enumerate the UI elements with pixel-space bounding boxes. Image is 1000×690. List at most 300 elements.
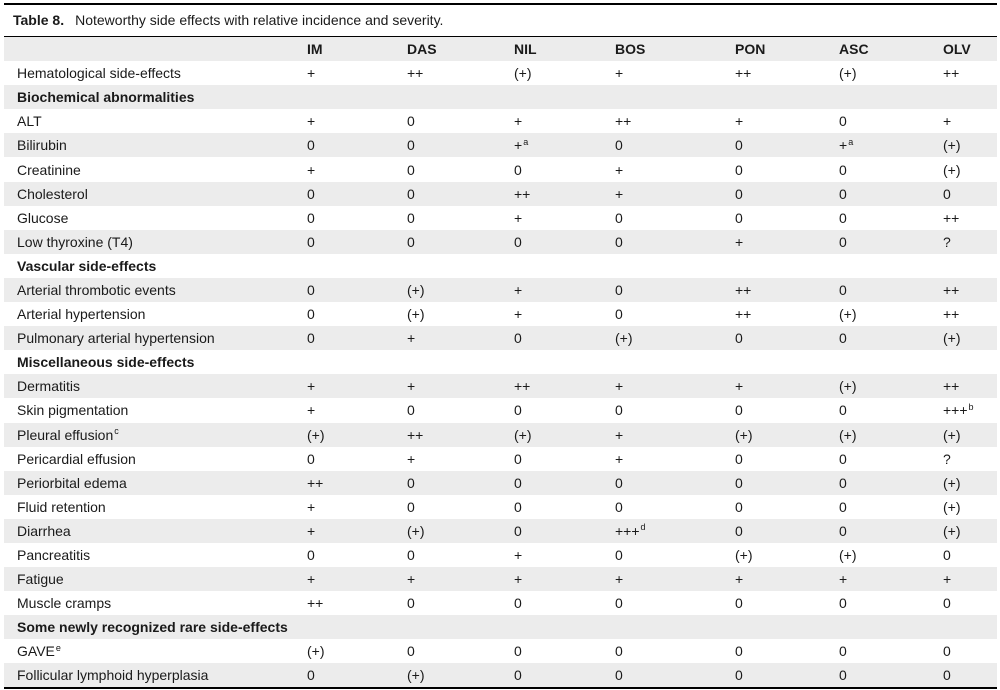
table-row (4, 206, 997, 230)
cell-value: 0 (307, 330, 315, 347)
cell-value: + (307, 378, 316, 395)
cell-value: 0 (307, 306, 315, 323)
value-cell (839, 423, 943, 447)
cell-value: 0 (839, 643, 847, 660)
cell-value: + (615, 426, 624, 443)
cell-value: 0 (735, 209, 743, 226)
cell-value: 0 (943, 595, 951, 612)
value-cell (839, 639, 943, 663)
value-cell (615, 471, 735, 495)
value-cell (615, 157, 735, 181)
value-cell (839, 398, 943, 422)
value-cell (735, 109, 839, 133)
table-row (4, 495, 997, 519)
value-cell (407, 398, 514, 422)
value-cell (407, 374, 514, 398)
value-cell (943, 567, 997, 591)
value-cell (839, 326, 943, 350)
value-cell (839, 471, 943, 495)
cell-value: (+) (615, 330, 633, 347)
cell-value: 0 (307, 137, 315, 154)
row-label-cell (4, 182, 307, 206)
cell-value: 0 (839, 595, 847, 612)
value-cell (307, 495, 407, 519)
cell-value: 0 (514, 474, 522, 491)
footnote-marker: d (640, 522, 646, 533)
cell-value: 0 (514, 667, 522, 684)
value-cell (839, 61, 943, 85)
column-header: ASC (839, 37, 943, 61)
cell-value: 0 (735, 185, 743, 202)
cell-value: 0 (943, 667, 951, 684)
cell-value: 0 (514, 643, 522, 660)
cell-value: 0 (839, 498, 847, 515)
row-label: Pancreatitis (17, 547, 91, 564)
value-cell (407, 543, 514, 567)
value-cell (943, 639, 997, 663)
section-title: Miscellaneous side-effects (17, 354, 195, 371)
table-row (4, 230, 997, 254)
cell-value: (+) (943, 330, 961, 347)
value-cell (839, 278, 943, 302)
cell-value: 0 (307, 185, 315, 202)
row-label: Arterial hypertension (17, 306, 146, 323)
value-cell (407, 278, 514, 302)
value-cell (735, 230, 839, 254)
value-cell (307, 398, 407, 422)
value-cell (735, 157, 839, 181)
row-label: Diarrhea (17, 522, 71, 539)
value-cell (735, 133, 839, 157)
value-cell (514, 278, 615, 302)
cell-value: 0 (407, 233, 415, 250)
value-cell (615, 133, 735, 157)
cell-value: 0 (735, 161, 743, 178)
cell-value: (+) (735, 426, 753, 443)
section-title: Biochemical abnormalities (4, 85, 997, 109)
value-cell (307, 639, 407, 663)
cell-value: + (307, 402, 316, 419)
cell-value: 0 (839, 185, 847, 202)
value-cell (307, 302, 407, 326)
row-label-cell (4, 519, 307, 543)
value-cell (615, 109, 735, 133)
row-label: Dermatitis (17, 378, 81, 395)
row-label-cell (4, 157, 307, 181)
cell-value: +++ (615, 522, 640, 539)
table-row (4, 543, 997, 567)
cell-value: ++ (943, 209, 960, 226)
column-header: OLV (943, 37, 997, 61)
value-cell (407, 663, 514, 687)
value-cell (943, 61, 997, 85)
cell-value: ++ (735, 281, 752, 298)
cell-value: 0 (735, 330, 743, 347)
cell-value: + (307, 113, 316, 130)
value-cell (735, 182, 839, 206)
cell-value: ++ (943, 65, 960, 82)
section-title: Some newly recognized rare side-effects (4, 615, 997, 639)
table-row (4, 663, 997, 687)
cell-value: 0 (943, 185, 951, 202)
cell-value: (+) (514, 426, 532, 443)
value-cell (307, 423, 407, 447)
value-cell (839, 109, 943, 133)
value-cell (943, 423, 997, 447)
value-cell (407, 157, 514, 181)
cell-value: ++ (307, 595, 324, 612)
value-cell (407, 471, 514, 495)
row-label-cell (4, 495, 307, 519)
value-cell (307, 591, 407, 615)
cell-value: 0 (307, 209, 315, 226)
side-effects-table (4, 37, 997, 688)
cell-value: 0 (735, 643, 743, 660)
table-row (4, 447, 997, 471)
value-cell (943, 230, 997, 254)
value-cell (943, 278, 997, 302)
cell-value: 0 (615, 547, 623, 564)
value-cell (407, 567, 514, 591)
cell-value: + (514, 571, 523, 588)
value-cell (407, 326, 514, 350)
row-label-cell (4, 61, 307, 85)
cell-value: 0 (307, 547, 315, 564)
cell-value: (+) (839, 426, 857, 443)
value-cell (407, 230, 514, 254)
cell-value: + (407, 330, 416, 347)
column-header: BOS (615, 37, 735, 61)
table-row (4, 519, 997, 543)
cell-value: ++ (514, 185, 531, 202)
row-label: GAVE (17, 643, 55, 660)
cell-value: 0 (514, 450, 522, 467)
value-cell (514, 230, 615, 254)
value-cell (735, 639, 839, 663)
row-label: Fatigue (17, 571, 64, 588)
value-cell (615, 663, 735, 687)
table-row (4, 157, 997, 181)
table-row (4, 639, 997, 663)
value-cell (735, 278, 839, 302)
cell-value: 0 (839, 522, 847, 539)
cell-value: + (615, 185, 624, 202)
cell-value: + (514, 281, 523, 298)
value-cell (943, 591, 997, 615)
value-cell (407, 639, 514, 663)
value-cell (735, 423, 839, 447)
value-cell (407, 423, 514, 447)
cell-value: 0 (615, 595, 623, 612)
footnote-marker: a (848, 136, 854, 147)
value-cell (615, 182, 735, 206)
cell-value: 0 (615, 667, 623, 684)
value-cell (307, 182, 407, 206)
cell-value: + (615, 65, 624, 82)
cell-value: 0 (407, 137, 415, 154)
table-row (4, 182, 997, 206)
table-number: Table 8. (13, 12, 65, 28)
row-label-cell (4, 374, 307, 398)
cell-value: + (307, 522, 316, 539)
value-cell (615, 519, 735, 543)
row-label: Pericardial effusion (17, 450, 136, 467)
cell-value: ++ (615, 113, 632, 130)
value-cell (514, 157, 615, 181)
value-cell (514, 182, 615, 206)
value-cell (514, 206, 615, 230)
cell-value: 0 (839, 233, 847, 250)
value-cell (735, 447, 839, 471)
row-label-cell (4, 591, 307, 615)
value-cell (735, 567, 839, 591)
value-cell (735, 326, 839, 350)
table-row (4, 471, 997, 495)
value-cell (407, 61, 514, 85)
row-label-cell (4, 206, 307, 230)
table-bottom-rule (4, 687, 997, 689)
cell-value: 0 (615, 643, 623, 660)
value-cell (514, 302, 615, 326)
cell-value: + (735, 571, 744, 588)
row-label: Low thyroxine (T4) (17, 233, 133, 250)
cell-value: ++ (735, 306, 752, 323)
cell-value: + (943, 571, 952, 588)
cell-value: 0 (514, 595, 522, 612)
value-cell (943, 398, 997, 422)
value-cell (735, 471, 839, 495)
value-cell (407, 447, 514, 471)
value-cell (615, 326, 735, 350)
value-cell (307, 109, 407, 133)
value-cell (615, 398, 735, 422)
cell-value: 0 (735, 667, 743, 684)
cell-value: ++ (407, 65, 424, 82)
section-header-row (4, 615, 997, 639)
cell-value: + (615, 161, 624, 178)
row-label-cell (4, 543, 307, 567)
value-cell (307, 519, 407, 543)
table-row (4, 398, 997, 422)
value-cell (514, 109, 615, 133)
footnote-marker: c (114, 425, 119, 436)
cell-value: ++ (307, 474, 324, 491)
cell-value: 0 (514, 402, 522, 419)
value-cell (839, 230, 943, 254)
cell-value: (+) (407, 306, 425, 323)
value-cell (615, 206, 735, 230)
value-cell (307, 278, 407, 302)
row-label: Skin pigmentation (17, 402, 129, 419)
value-cell (735, 302, 839, 326)
row-label: Glucose (17, 209, 69, 226)
value-cell (307, 61, 407, 85)
cell-value: + (943, 113, 952, 130)
row-label: Fluid retention (17, 498, 106, 515)
value-cell (839, 519, 943, 543)
cell-value: (+) (407, 281, 425, 298)
header-row (4, 37, 997, 61)
footnote-marker: e (55, 642, 61, 653)
table-row (4, 374, 997, 398)
cell-value: 0 (735, 498, 743, 515)
cell-value: (+) (943, 522, 961, 539)
column-header: DAS (407, 37, 514, 61)
row-label: Muscle cramps (17, 595, 112, 612)
table-title: Noteworthy side effects with relative incidence and severity. (75, 12, 444, 28)
value-cell (407, 133, 514, 157)
cell-value: 0 (615, 306, 623, 323)
cell-value: 0 (839, 667, 847, 684)
value-cell (514, 591, 615, 615)
value-cell (407, 182, 514, 206)
value-cell (615, 543, 735, 567)
table-row (4, 302, 997, 326)
cell-value: + (407, 571, 416, 588)
table-body (4, 61, 997, 687)
value-cell (407, 591, 514, 615)
value-cell (307, 230, 407, 254)
cell-value: 0 (407, 474, 415, 491)
cell-value: ++ (514, 378, 531, 395)
cell-value: 0 (407, 402, 415, 419)
value-cell (839, 663, 943, 687)
table-row (4, 326, 997, 350)
cell-value: (+) (943, 474, 961, 491)
cell-value: 0 (514, 498, 522, 515)
value-cell (839, 157, 943, 181)
value-cell (307, 543, 407, 567)
table-row (4, 109, 997, 133)
row-label-cell (4, 423, 307, 447)
section-header-row (4, 254, 997, 278)
row-label: Follicular lymphoid hyperplasia (17, 667, 209, 684)
cell-value: 0 (735, 137, 743, 154)
value-cell (615, 639, 735, 663)
value-cell (943, 543, 997, 567)
value-cell (615, 567, 735, 591)
value-cell (514, 326, 615, 350)
cell-value: 0 (514, 233, 522, 250)
value-cell (735, 519, 839, 543)
cell-value: 0 (615, 281, 623, 298)
cell-value: + (514, 209, 523, 226)
value-cell (615, 278, 735, 302)
value-cell (514, 639, 615, 663)
cell-value: 0 (407, 498, 415, 515)
row-label-cell (4, 109, 307, 133)
row-label-cell (4, 302, 307, 326)
value-cell (514, 519, 615, 543)
value-cell (514, 61, 615, 85)
row-label-cell (4, 663, 307, 687)
cell-value: ? (943, 450, 951, 467)
value-cell (943, 495, 997, 519)
cell-value: 0 (615, 498, 623, 515)
value-cell (735, 206, 839, 230)
cell-value: (+) (943, 426, 961, 443)
value-cell (514, 495, 615, 519)
cell-value: 0 (735, 474, 743, 491)
cell-value: 0 (839, 450, 847, 467)
cell-value: 0 (943, 547, 951, 564)
row-label-cell (4, 447, 307, 471)
header-blank (4, 37, 307, 61)
value-cell (943, 663, 997, 687)
cell-value: 0 (407, 185, 415, 202)
cell-value: ++ (735, 65, 752, 82)
cell-value: 0 (407, 643, 415, 660)
cell-value: 0 (615, 137, 623, 154)
value-cell (307, 133, 407, 157)
cell-value: (+) (943, 137, 961, 154)
cell-value: 0 (735, 522, 743, 539)
value-cell (307, 157, 407, 181)
value-cell (839, 447, 943, 471)
cell-value: + (307, 161, 316, 178)
value-cell (943, 374, 997, 398)
cell-value: (+) (943, 498, 961, 515)
table-row (4, 567, 997, 591)
cell-value: 0 (514, 330, 522, 347)
cell-value: 0 (839, 113, 847, 130)
cell-value: +++ (943, 402, 968, 419)
cell-value: (+) (307, 426, 325, 443)
value-cell (307, 663, 407, 687)
row-label-cell (4, 471, 307, 495)
cell-value: 0 (615, 474, 623, 491)
cell-value: 0 (839, 209, 847, 226)
cell-value: 0 (307, 281, 315, 298)
row-label: Pulmonary arterial hypertension (17, 330, 215, 347)
value-cell (514, 423, 615, 447)
cell-value: (+) (839, 378, 857, 395)
value-cell (407, 302, 514, 326)
cell-value: (+) (839, 547, 857, 564)
value-cell (943, 157, 997, 181)
value-cell (735, 543, 839, 567)
value-cell (839, 495, 943, 519)
table-row (4, 133, 997, 157)
cell-value: + (615, 378, 624, 395)
cell-value: + (514, 137, 523, 154)
value-cell (307, 374, 407, 398)
value-cell (943, 133, 997, 157)
row-label: ALT (17, 113, 42, 130)
footnote-marker: a (523, 136, 529, 147)
row-label-cell (4, 567, 307, 591)
row-label: Hematological side-effects (17, 65, 181, 82)
cell-value: 0 (407, 161, 415, 178)
table-row (4, 278, 997, 302)
cell-value: + (307, 571, 316, 588)
cell-value: ? (943, 233, 951, 250)
column-header: IM (307, 37, 407, 61)
cell-value: 0 (514, 161, 522, 178)
row-label: Arterial thrombotic events (17, 281, 176, 298)
cell-value: ++ (407, 426, 424, 443)
value-cell (615, 61, 735, 85)
row-label-cell (4, 278, 307, 302)
value-cell (307, 447, 407, 471)
cell-value: 0 (735, 450, 743, 467)
value-cell (307, 567, 407, 591)
cell-value: (+) (514, 65, 532, 82)
value-cell (407, 519, 514, 543)
cell-value: + (735, 378, 744, 395)
cell-value: (+) (839, 306, 857, 323)
cell-value: + (839, 571, 848, 588)
